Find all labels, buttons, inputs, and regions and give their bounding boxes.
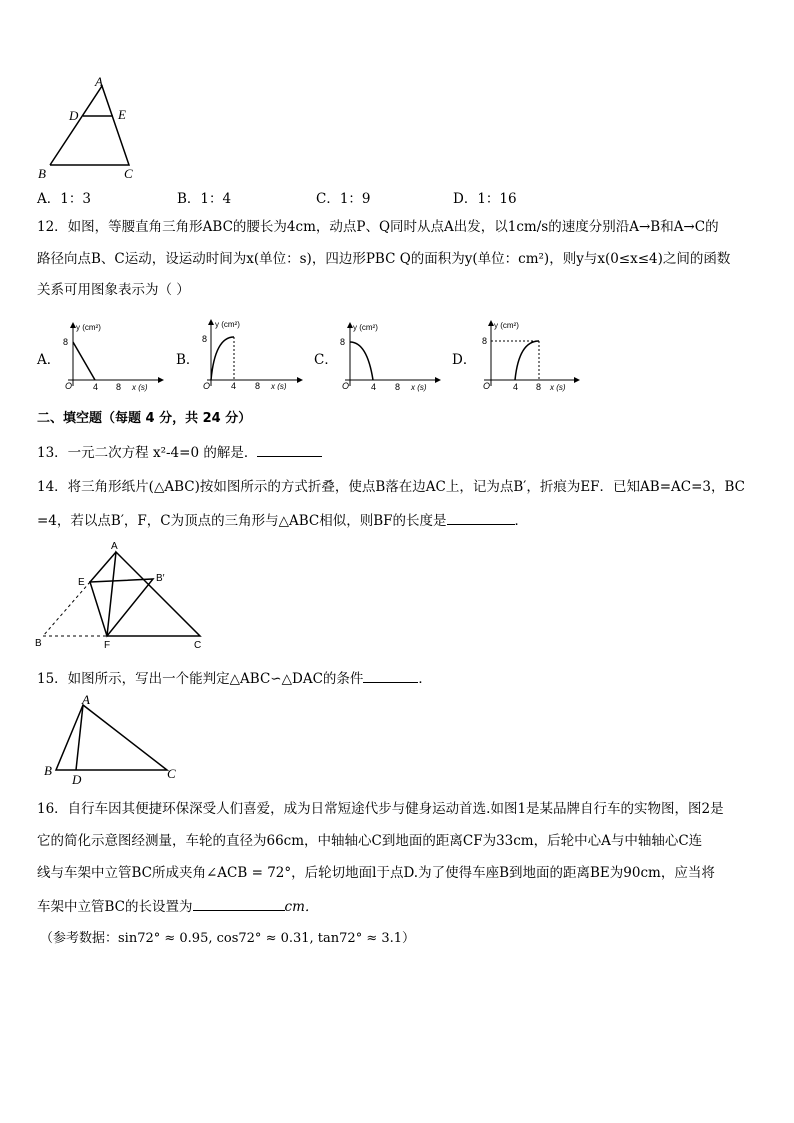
q12-line3: 关系可用图象表示为（ ） — [37, 282, 190, 298]
fig14-label-e: E — [78, 577, 85, 588]
q14-answer-blank[interactable] — [447, 510, 515, 525]
q16-line1: 16．自行车因其便捷环保深受人们喜爱，成为日常短途代步与健身运动首选.如图1是某品牌自行车的实物图，图2是 — [37, 801, 724, 817]
q15-line — [37, 668, 432, 688]
q11-option-c: C．1：9 — [316, 191, 371, 207]
fig14-label-f: F — [104, 640, 111, 651]
graph-a-ylabel: y (cm²) — [76, 323, 101, 332]
graph-a-origin: O — [65, 381, 73, 391]
graph-d-ytick: 8 — [482, 336, 488, 346]
q16-line4 — [37, 896, 318, 916]
fig15-label-d: D — [72, 772, 82, 787]
q13-line — [37, 442, 322, 462]
graph-b-ylabel: y (cm²) — [215, 320, 240, 329]
q16-line3: 线与车架中立管BC所成夹角∠ACB = 72°，后轮切地面l于点D.为了使得车座B到地面的距离BE为90cm，应当将 — [37, 865, 715, 881]
fig15-triangle — [40, 693, 190, 788]
fig14-label-c: C — [194, 640, 202, 651]
q13-answer-blank[interactable] — [257, 442, 322, 457]
fig11-label-e: E — [118, 107, 126, 122]
q16-reference: （参考数据：sin72° ≈ 0.95, cos72° ≈ 0.31, tan72° ≈ 3.1） — [40, 931, 416, 946]
graph-d-ylabel: y (cm²) — [494, 321, 519, 330]
graph-c-origin: O — [342, 381, 350, 391]
q12-option-a-label: A． — [37, 352, 61, 368]
q16-line4-prefix: 车架中立管BC的长设置为 — [37, 899, 193, 915]
q12-graph-c — [335, 318, 445, 393]
fig15-label-c: C — [167, 766, 176, 781]
graph-c-xtick-8: 8 — [395, 382, 401, 392]
graph-a-ytick: 8 — [63, 337, 69, 347]
q14-line1: 14．将三角形纸片(△ABC)按如图所示的方式折叠，使点B落在边AC上，记为点B′，折痕为EF．已知AB=AC=3，BC — [37, 479, 746, 495]
q12-option-b-label: B． — [176, 352, 200, 368]
q12-line1: 12．如图，等腰直角三角形ABC的腰长为4cm，动点P、Q同时从点A出发，以1cm/s的速度分别沿A→B和A→C的 — [37, 219, 719, 235]
fig11-label-a: A — [95, 76, 103, 89]
graph-c-ytick: 8 — [340, 337, 346, 347]
q11-option-b: B．1：4 — [177, 191, 232, 207]
graph-a-xtick-8: 8 — [116, 382, 122, 392]
graph-a-xtick-4: 4 — [93, 382, 99, 392]
graph-d-origin: O — [483, 381, 491, 391]
q13-text: 13．一元二次方程 x²-4=0 的解是． — [37, 445, 258, 461]
graph-a-xlabel: x (s) — [132, 383, 148, 392]
fig14-label-bprime: B′ — [156, 573, 165, 584]
q11-option-a: A．1：3 — [37, 191, 91, 207]
q12-line2: 路径向点B、C运动，设运动时间为x(单位：s)，四边形PBC Q的面积为y(单位：cm²)，则y与x(0≤x≤4)之间的函数 — [37, 251, 731, 267]
graph-b-xlabel: x (s) — [271, 382, 287, 390]
q14-line2-text: =4，若以点B′，F，C为顶点的三角形与△ABC相似，则BF的长度是 — [37, 513, 447, 529]
fig15-label-b: B — [44, 763, 52, 778]
q12-option-d-label: D． — [452, 352, 477, 368]
q12-graph-d — [474, 316, 584, 396]
q14-line2-end: ． — [514, 513, 529, 529]
q14-line2 — [37, 510, 528, 530]
graph-d-xlabel: x (s) — [550, 383, 566, 392]
q15-answer-blank[interactable] — [363, 668, 418, 683]
graph-c-xlabel: x (s) — [411, 383, 427, 392]
fig14-label-a: A — [111, 541, 118, 552]
q11-option-d: D．1：16 — [453, 191, 517, 207]
graph-b-xtick-8: 8 — [255, 381, 261, 390]
section-heading: 二、填空题（每题 4 分，共 24 分） — [37, 411, 252, 426]
graph-d-xtick-8: 8 — [536, 382, 542, 392]
fig14-fold — [30, 536, 210, 656]
fig11-label-d: D — [69, 108, 79, 123]
q15-end: ． — [418, 671, 432, 687]
graph-b-origin: O — [203, 381, 211, 390]
graph-c-xtick-4: 4 — [371, 382, 377, 392]
fig11-triangle — [36, 76, 146, 181]
fig15-label-a: A — [82, 693, 90, 707]
graph-c-ylabel: y (cm²) — [353, 323, 378, 332]
fig11-label-b: B — [38, 166, 46, 181]
fig14-label-b: B — [35, 638, 42, 649]
q16-answer-blank[interactable] — [193, 896, 285, 911]
graph-b-ytick: 8 — [202, 334, 208, 344]
q12-option-c-label: C． — [314, 352, 338, 368]
q16-unit: cm． — [284, 899, 319, 915]
q12-graph-a — [58, 318, 168, 393]
q12-graph-b — [197, 315, 307, 390]
graph-d-xtick-4: 4 — [513, 382, 519, 392]
q15-text: 15．如图所示，写出一个能判定△ABC∽△DAC的条件 — [37, 671, 364, 687]
fig11-label-c: C — [124, 166, 133, 181]
q16-line2: 它的简化示意图经测量，车轮的直径为66cm，中轴轴心C到地面的距离CF为33cm，后轮中心A与中轴轴心C连 — [37, 833, 703, 849]
graph-b-xtick-4: 4 — [231, 381, 237, 390]
